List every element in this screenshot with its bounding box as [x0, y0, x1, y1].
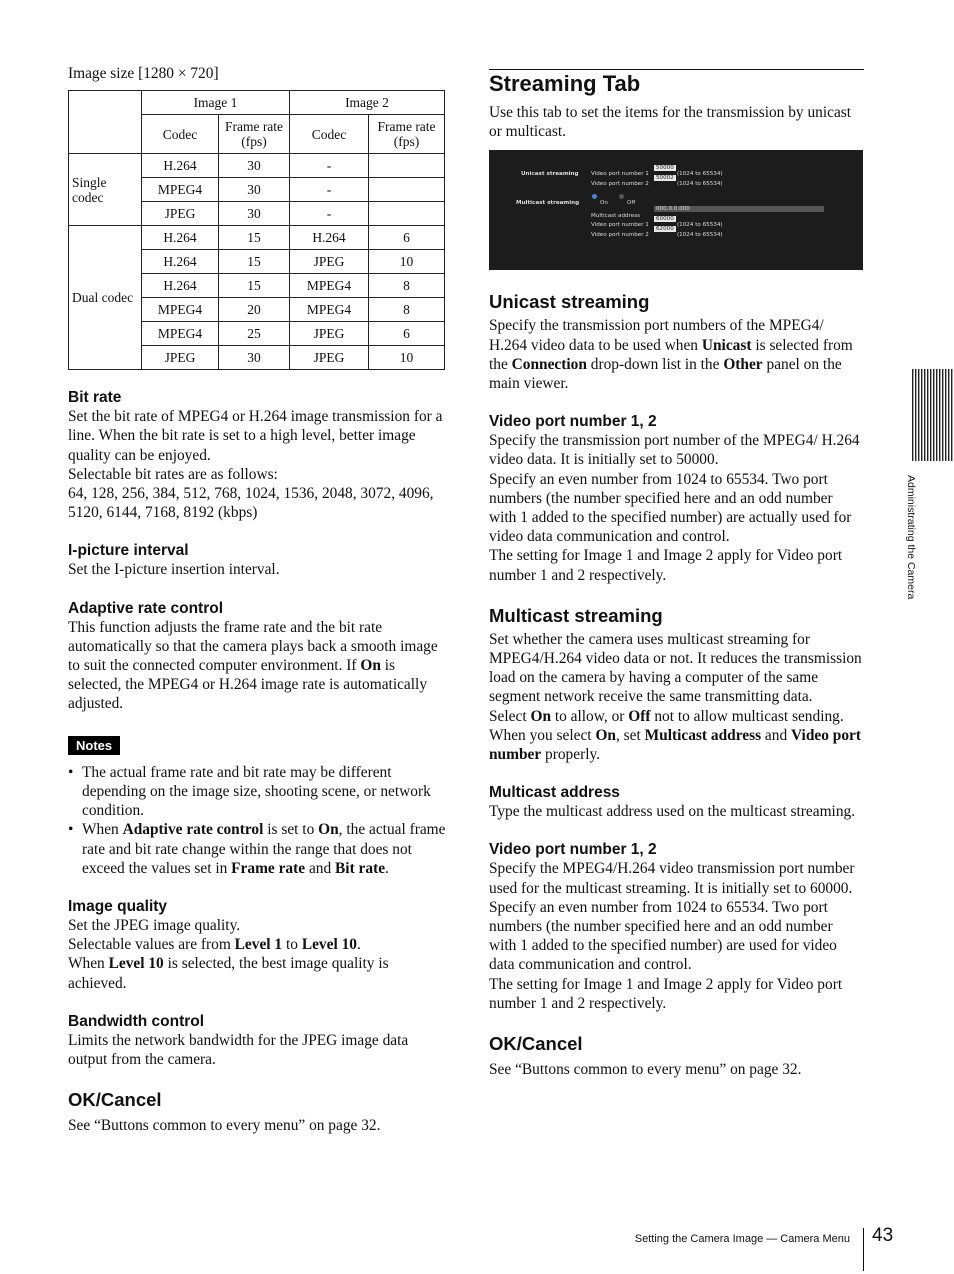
notes-section — [68, 736, 446, 878]
unicast-port-1-field[interactable]: 50000 — [656, 165, 674, 172]
bandwidth-heading: Bandwidth control — [68, 1012, 205, 1030]
ok-cancel-heading: OK/Cancel — [489, 1033, 583, 1055]
table-row: H.264 15 MPEG4 8 — [69, 274, 445, 298]
multicast-heading: Multicast streaming — [489, 604, 663, 626]
side-tab-label: Administrating the Camera — [905, 475, 917, 600]
row-single-codec: Single codec — [69, 154, 142, 226]
col-image1: Image 1 — [142, 91, 290, 115]
unicast-streaming-label: Unicast streaming — [521, 171, 579, 178]
notes-list — [68, 763, 446, 878]
col-codec-2: Codec — [290, 115, 369, 154]
adaptive-heading: Adaptive rate control — [68, 599, 224, 617]
unicast-port-2-field[interactable]: 50002 — [656, 175, 674, 182]
ok-cancel-heading: OK/Cancel — [68, 1089, 162, 1111]
section-video-port-unicast: Video port number 1, 2 Specify the transmission port number of the MPEG4/ H.264 video data. It is initially set to 50000. Specify an even number from 1024 to 65534. Two port numbers (the number specified here and an odd number with 1 added to the specified number) are actually used for video data communication and control. The setting for Image 1 and Image 2 apply for Video port number 1 and 2 respectively. — [489, 412, 863, 585]
multicast-port-2-field[interactable]: 62000 — [656, 226, 674, 233]
table-row: MPEG4 25 JPEG 6 — [69, 322, 445, 346]
unicast-heading: Unicast streaming — [489, 291, 650, 313]
footer-rule — [863, 1228, 864, 1271]
section-multicast: Multicast streaming Set whether the camera uses multicast streaming for MPEG4/H.264 video data or not. It reduces the transmission load on the camera by having a computer of the same segment network receive the same transmitting data. Select On to allow, or Off not to allow multicast sending. When you select On, set Multicast address and Video port number properly. — [489, 604, 862, 764]
section-image-quality: Image quality Set the JPEG image quality. Selectable values are from Level 1 to Level 10. When Level 10 is selected, the best image quality is achieved. — [68, 897, 446, 993]
page-number: 43 — [872, 1225, 894, 1246]
right-column — [489, 69, 863, 1079]
col-codec-1: Codec — [142, 115, 219, 154]
table-row: JPEG 30 JPEG 10 — [69, 346, 445, 370]
list-item: • The actual frame rate and bit rate may be different depending on the image size, shooting scene, or network condition. — [68, 763, 446, 821]
section-ok-cancel-left: OK/Cancel See “Buttons common to every menu” on page 32. — [68, 1089, 446, 1135]
section-bandwidth: Bandwidth control Limits the network bandwidth for the JPEG image data output from the camera. — [68, 1012, 446, 1069]
video-port-heading-2: Video port number 1, 2 — [489, 841, 657, 859]
list-item: • When Adaptive rate control is set to On, the actual frame rate and bit rate change within the range that does not exceed the values set in Frame rate and Bit rate. — [68, 820, 446, 878]
ipicture-heading: I-picture interval — [68, 542, 189, 560]
table-row: Dual codec H.264 15 H.264 6 — [69, 226, 445, 250]
section-unicast: Unicast streaming Specify the transmission port numbers of the MPEG4/ H.264 video data to be used when Unicast is selected from the Connection drop-down list in the Other panel on the main viewer. — [489, 291, 863, 393]
section-video-port-multicast: Video port number 1, 2 Specify the MPEG4/H.264 video transmission port number used for the multicast streaming. It is initially set to 60000. Specify an even number from 1024 to 65534. Two port numbers (the number specified here and an odd number with 1 added to the specified number) are used for video data communication and control. The setting for Image 1 and Image 2 apply for Video port number 1 and 2 respectively. — [489, 840, 863, 1013]
table-row: MPEG4 30 - — [69, 178, 445, 202]
footer-title: Setting the Camera Image — Camera Menu — [634, 1233, 850, 1245]
left-column — [68, 64, 446, 1135]
on-radio[interactable] — [592, 194, 597, 199]
col-fps-2: Frame rate (fps) — [369, 115, 445, 154]
multicast-address-field[interactable]: 000.0.0.000 — [654, 206, 824, 212]
section-ok-cancel-right: OK/Cancel See “Buttons common to every menu” on page 32. — [489, 1033, 863, 1079]
intro-text: Use this tab to set the items for the transmission by unicast or multicast. — [489, 104, 852, 141]
page-title: Streaming Tab — [489, 71, 641, 96]
off-radio[interactable] — [619, 194, 624, 199]
bit-rate-heading: Bit rate — [68, 389, 122, 407]
multicast-port-1-field[interactable]: 60000 — [656, 216, 674, 223]
multicast-streaming-label: Multicast streaming — [516, 200, 580, 207]
frame-rate-table — [68, 90, 445, 370]
title-rule — [489, 69, 864, 70]
side-tab-marker — [912, 369, 954, 461]
streaming-settings-screenshot: Unicast streaming Video port number 1 50000 (1024 to 65534) Video port number 2 50002 (1024 to 65534) Multicast streaming On Off Multicast address 000.0.0.000 Video port number 1 60000 (1024 to 65534) Video port number 2 62000 (1024 to 65534) — [489, 150, 863, 270]
notes-badge: Notes — [68, 736, 120, 755]
table-row: Single codec H.264 30 - — [69, 154, 445, 178]
multicast-address-heading: Multicast address — [489, 784, 620, 802]
col-fps-1: Frame rate (fps) — [219, 115, 290, 154]
table-row: H.264 15 JPEG 10 — [69, 250, 445, 274]
section-multicast-address: Multicast address Type the multicast address used on the multicast streaming. — [489, 783, 863, 821]
col-image2: Image 2 — [290, 91, 445, 115]
table-row: MPEG4 20 MPEG4 8 — [69, 298, 445, 322]
section-ipicture: I-picture interval Set the I-picture insertion interval. — [68, 541, 446, 579]
image-quality-heading: Image quality — [68, 898, 168, 916]
video-port-heading-1: Video port number 1, 2 — [489, 413, 657, 431]
section-bit-rate: Bit rate Set the bit rate of MPEG4 or H.264 image transmission for a line. When the bit rate is set to a high level, better image quality can be enjoyed. Selectable bit rates are as follows: 64, 128, 256, 384, 512, 768, 1024, 1536, 2048, 3072, 4096, 5120, 6144, 7168, 8192 (kbps) — [68, 388, 446, 522]
table-row: JPEG 30 - — [69, 202, 445, 226]
row-dual-codec: Dual codec — [69, 226, 142, 370]
section-adaptive-rate: Adaptive rate control This function adjusts the frame rate and the bit rate automatically so that the camera plays back a smooth image to suit the connected computer environment. If On is selected, the MPEG4 or H.264 image rate is automatically adjusted. — [68, 599, 446, 714]
image-size-label: Image size [1280 × 720] — [68, 65, 219, 82]
